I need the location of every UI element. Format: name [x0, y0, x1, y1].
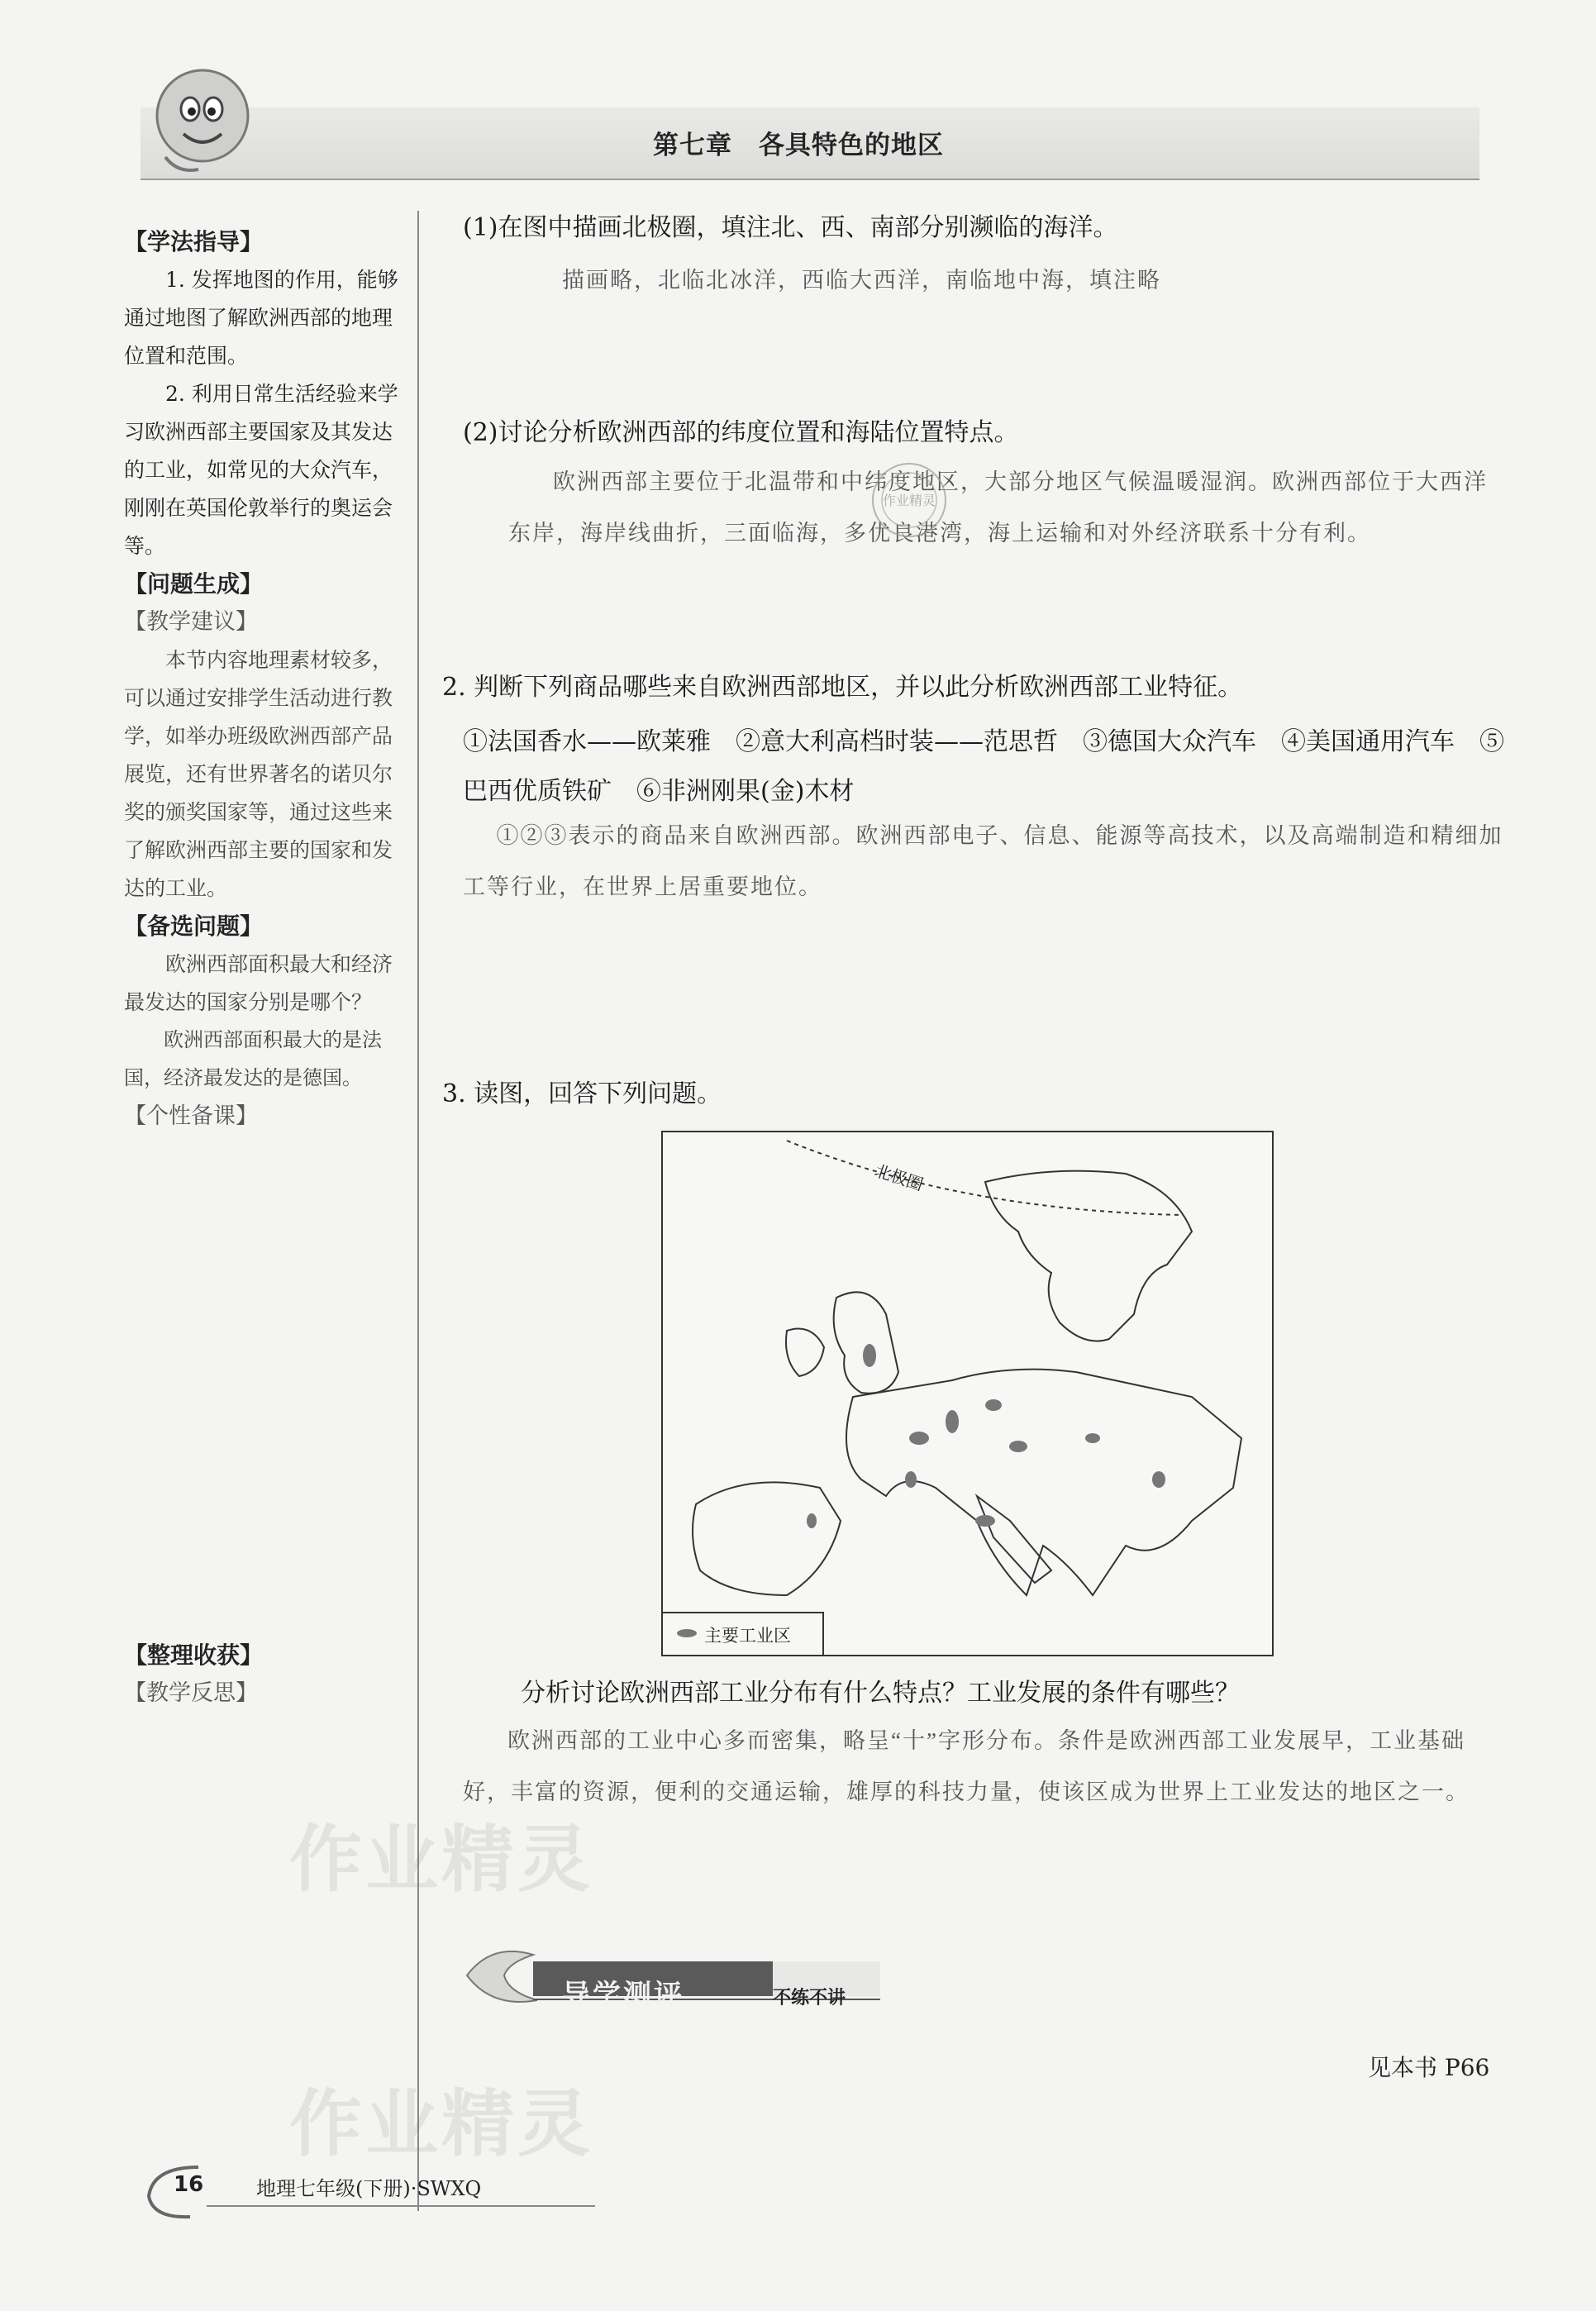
- britain-shape: [834, 1292, 898, 1393]
- answer-3: 欧洲西部的工业中心多而密集，略呈“十”字形分布。条件是欧洲西部工业发展早，工业基础好，丰富的资源，便利的交通运输，雄厚的科技力量，使该区成为世界上工业发达的地区之一。: [463, 1728, 1470, 1804]
- answer-1-1: 描画略，北临北冰洋，西临大西洋，南临地中海，填注略: [562, 268, 1161, 293]
- footer-line: [207, 2205, 595, 2207]
- teaching-suggestion-title: 【教学建议】: [124, 609, 258, 635]
- industrial-areas: [807, 1344, 1165, 1528]
- sidebar: [124, 223, 409, 1136]
- optional-question-text: 欧洲西部面积最大和经济最发达的国家分别是哪个？: [124, 952, 393, 1014]
- legend-label: 主要工业区: [704, 1626, 791, 1646]
- see-book-reference: 见本书 P66: [1368, 2054, 1490, 2081]
- answer-1-2: 欧洲西部主要位于北温带和中纬度地区，大部分地区气候温暖湿润。欧洲西部位于大西洋东岸，海岸线曲折，三面临海，多优良港湾，海上运输和对外经济联系十分有利。: [508, 469, 1488, 546]
- scandinavia-shape: [985, 1171, 1192, 1341]
- optional-question-title: 【备选问题】: [124, 912, 264, 940]
- book-title: 地理七年级(下册)·SWXQ: [256, 2177, 482, 2200]
- stamp-icon: [864, 455, 955, 546]
- banner-title: 导学测评: [562, 1979, 684, 2012]
- study-guide-title: 【学法指导】: [124, 228, 264, 255]
- iberia-shape: [693, 1482, 841, 1595]
- teaching-suggestion-text: 本节内容地理素材较多，可以通过安排学生活动进行教学，如举办班级欧洲西部产品展览，还有世界著名的诺贝尔奖的颁奖国家等，通过这些来了解欧洲西部主要的国家和发达的工业。: [124, 648, 393, 900]
- mascot-icon: [141, 58, 256, 182]
- study-guide-item: 1. 发挥地图的作用，能够通过地图了解欧洲西部的地理位置和范围。: [124, 268, 398, 368]
- page-number: 16: [174, 2172, 204, 2197]
- watermark: 作业精灵: [289, 1817, 594, 1902]
- stamp-text: 作业精灵: [882, 493, 936, 508]
- reflection-title: 【教学反思】: [124, 1680, 258, 1706]
- ireland-shape: [786, 1329, 824, 1377]
- study-guide-item: 2. 利用日常生活经验来学习欧洲西部主要国家及其发达的工业，如常见的大众汽车，刚刚在英国伦敦举行的奥运会等。: [124, 382, 398, 558]
- europe-map-svg: [663, 1132, 1272, 1655]
- italy-shape: [977, 1496, 1051, 1583]
- harvest-title: 【整理收获】: [124, 1642, 264, 1669]
- question-3: 3. 读图，回答下列问题。: [442, 1079, 722, 1108]
- question-1-1: (1)在图中描画北极圈，填注北、西、南部分别濒临的海洋。: [463, 213, 1118, 242]
- banner-subtitle: 不练不讲: [773, 1988, 846, 2008]
- watermark: 作业精灵: [289, 2081, 594, 2166]
- question-3-sub: 分析讨论欧洲西部工业分布有什么特点？工业发展的条件有哪些？: [521, 1679, 1240, 1708]
- industrial-area-swatch-icon: [676, 1628, 698, 1638]
- chapter-title: 第七章 各具特色的地区: [653, 131, 944, 160]
- arctic-circle-line: [787, 1141, 1184, 1215]
- personal-prep-title: 【个性备课】: [124, 1103, 258, 1129]
- map-legend: [661, 1612, 824, 1655]
- question-2-options: ①法国香水——欧莱雅 ②意大利高档时装——范思哲 ③德国大众汽车 ④美国通用汽车 ⑤巴西优质铁矿 ⑥非洲刚果(金)木材: [463, 727, 1504, 806]
- arctic-circle-label: 北极圈: [872, 1160, 926, 1195]
- europe-map: [661, 1131, 1274, 1656]
- question-1-2: (2)讨论分析欧洲西部的纬度位置和海陆位置特点。: [463, 418, 1019, 447]
- optional-question-answer: 欧洲西部面积最大的是法国，经济最发达的是德国。: [124, 1030, 382, 1089]
- question-gen-title: 【问题生成】: [124, 570, 264, 598]
- answer-2: ①②③表示的商品来自欧洲西部。欧洲西部电子、信息、能源等高技术，以及高端制造和精细加工等行业，在世界上居重要地位。: [463, 823, 1503, 899]
- column-divider: [417, 211, 419, 2211]
- question-2: 2. 判断下列商品哪些来自欧洲西部地区，并以此分析欧洲西部工业特征。: [442, 673, 1243, 702]
